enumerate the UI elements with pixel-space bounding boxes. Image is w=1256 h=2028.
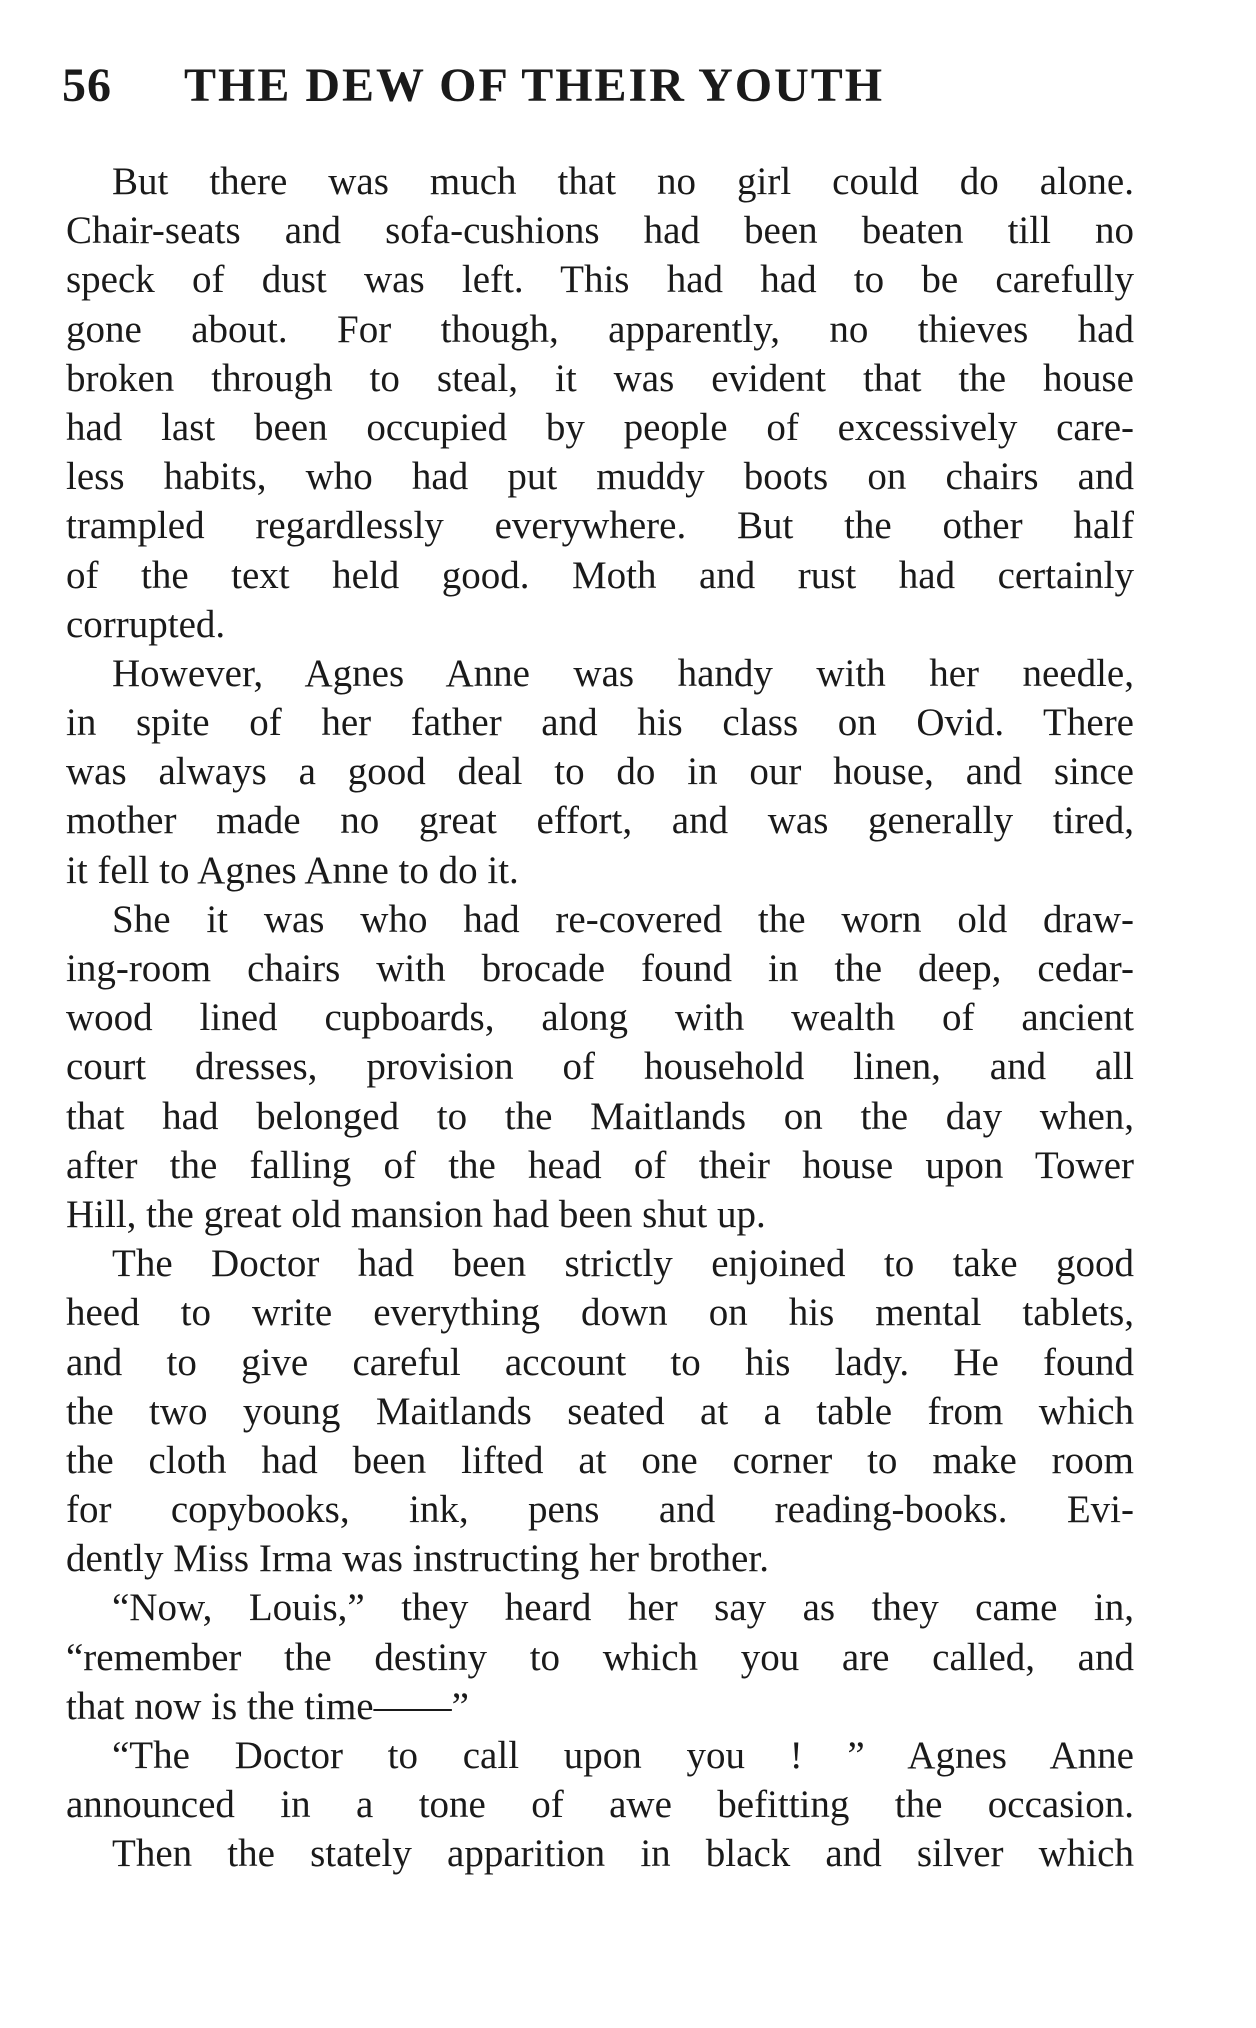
text-line: that had belonged to the Maitlands on the day when, [66,1094,1134,1138]
text-line: court dresses, provision of household linen, and all [66,1045,1134,1089]
text-line: wood lined cupboards, along with wealth of ancient [66,996,1134,1040]
text-line: Then the stately apparition in black and silver which [112,1832,1134,1876]
text-line: the two young Maitlands seated at a table from which [66,1389,1134,1433]
text-line: had last been occupied by people of excessively care- [66,405,1134,449]
text-line: But there was much that no girl could do alone. [112,160,1134,203]
page-header [62,58,1142,118]
text-line: mother made no great effort, and was generally tired, [66,799,1134,843]
text-line: for copybooks, ink, pens and reading-books. Evi- [66,1488,1134,1532]
text-line: announced in a tone of awe befitting the occasion. [66,1783,1134,1827]
text-line: in spite of her father and his class on Ovid. There [66,701,1134,745]
text-line: was always a good deal to do in our house, and since [66,750,1134,794]
text-line: However, Agnes Anne was handy with her needle, [112,651,1134,695]
text-line: less habits, who had put muddy boots on chairs and [66,455,1134,499]
text-line: “remember the destiny to which you are called, and [66,1635,1134,1679]
running-title: THE DEW OF THEIR YOUTH [184,59,885,112]
text-line: corrupted. [66,602,226,646]
text-line: Hill, the great old mansion had been shut up. [66,1192,766,1236]
text-line: “The Doctor to call upon you ! ” Agnes Anne [112,1734,1134,1777]
text-line: ing-room chairs with brocade found in the deep, cedar- [66,947,1134,990]
text-line: dently Miss Irma was instructing her brother. [66,1537,769,1581]
page-number: 56 [62,59,112,112]
text-line: heed to write everything down on his mental tablets, [66,1291,1134,1335]
text-line: The Doctor had been strictly enjoined to take good [112,1242,1134,1286]
text-line: that now is the time——” [66,1684,469,1728]
text-line: the cloth had been lifted at one corner to make room [66,1438,1134,1482]
text-line: and to give careful account to his lady. He found [66,1340,1134,1384]
text-line: of the text held good. Moth and rust had certainly [66,553,1134,597]
text-line: “Now, Louis,” they heard her say as they came in, [112,1586,1134,1630]
body-text [66,157,1134,1879]
text-line: gone about. For though, apparently, no thieves had [66,307,1134,351]
text-line: She it was who had re-covered the worn old draw- [112,897,1134,941]
text-line: trampled regardlessly everywhere. But the other half [66,504,1134,548]
text-line: it fell to Agnes Anne to do it. [66,848,519,892]
text-line: after the falling of the head of their house upon Tower [66,1143,1134,1187]
text-line: speck of dust was left. This had had to be carefully [66,258,1134,302]
text-line: broken through to steal, it was evident that the house [66,356,1134,400]
text-line: Chair-seats and sofa-cushions had been beaten till no [66,209,1134,253]
